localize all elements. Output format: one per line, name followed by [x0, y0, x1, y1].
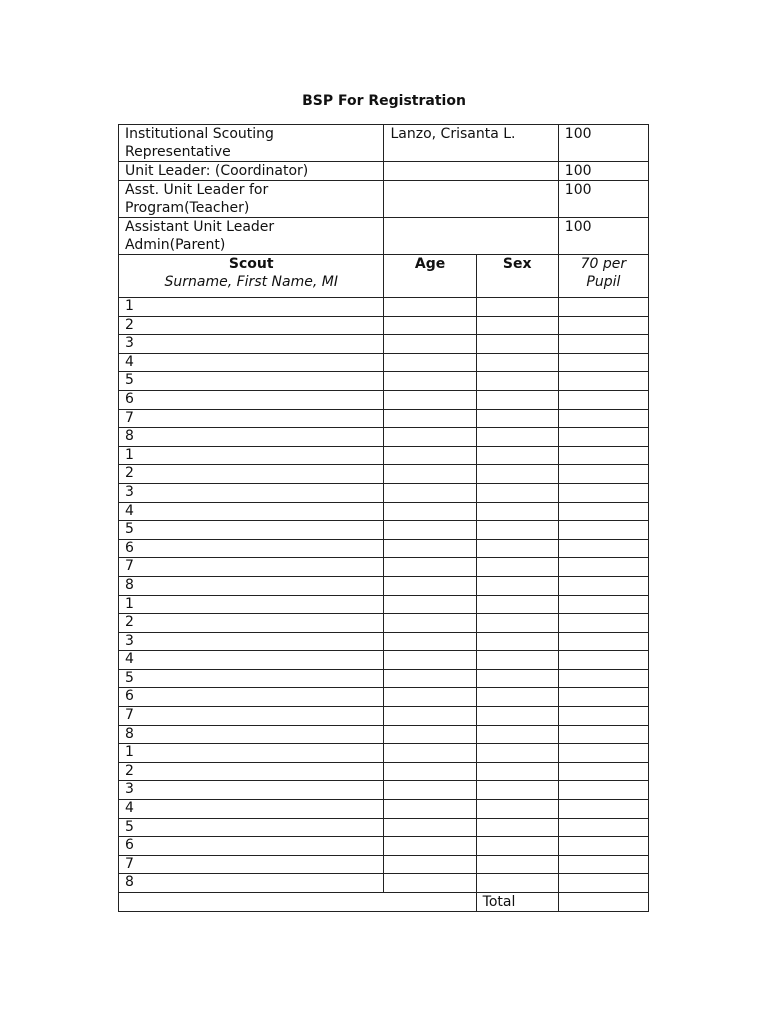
- scout-number-cell: 8: [119, 725, 384, 744]
- table-row: [119, 614, 649, 633]
- sex-cell[interactable]: [476, 614, 558, 633]
- leader-fee-cell: 100: [558, 181, 648, 218]
- table-row: [119, 298, 649, 317]
- fee-cell[interactable]: [558, 837, 648, 856]
- total-row: [119, 893, 649, 912]
- age-cell[interactable]: [384, 781, 476, 800]
- fee-cell[interactable]: [558, 428, 648, 447]
- fee-cell[interactable]: [558, 483, 648, 502]
- scout-number-cell: 3: [119, 632, 384, 651]
- scout-header-sublabel: Surname, First Name, MI: [164, 274, 338, 290]
- sex-cell[interactable]: [476, 372, 558, 391]
- fee-cell[interactable]: [558, 669, 648, 688]
- leader-name-cell[interactable]: Lanzo, Crisanta L.: [384, 125, 558, 162]
- sex-cell[interactable]: [476, 781, 558, 800]
- sex-column-header: Sex: [476, 255, 558, 298]
- age-cell[interactable]: [384, 744, 476, 763]
- age-cell[interactable]: [384, 837, 476, 856]
- fee-cell[interactable]: [558, 521, 648, 540]
- sex-cell[interactable]: [476, 818, 558, 837]
- leader-name-cell[interactable]: [384, 181, 558, 218]
- age-cell[interactable]: [384, 632, 476, 651]
- scout-number-cell: 2: [119, 316, 384, 335]
- scout-number-cell: 2: [119, 762, 384, 781]
- scout-number-cell: 1: [119, 595, 384, 614]
- sex-cell[interactable]: [476, 837, 558, 856]
- leader-fee-cell: 100: [558, 125, 648, 162]
- table-row: [119, 335, 649, 354]
- sex-cell[interactable]: [476, 744, 558, 763]
- fee-cell[interactable]: [558, 298, 648, 317]
- scout-number-cell: 6: [119, 688, 384, 707]
- fee-cell[interactable]: [558, 465, 648, 484]
- table-row: [119, 762, 649, 781]
- scout-number-cell: 6: [119, 837, 384, 856]
- leader-name-cell[interactable]: [384, 218, 558, 255]
- sex-cell[interactable]: [476, 483, 558, 502]
- sex-cell[interactable]: [476, 651, 558, 670]
- registration-table: [118, 124, 649, 912]
- scout-number-cell: 3: [119, 781, 384, 800]
- sex-cell[interactable]: [476, 298, 558, 317]
- table-row: [119, 576, 649, 595]
- leader-row-isr: [119, 125, 649, 162]
- age-cell[interactable]: [384, 595, 476, 614]
- leader-fee-cell: 100: [558, 162, 648, 181]
- scout-number-cell: 5: [119, 669, 384, 688]
- age-cell[interactable]: [384, 614, 476, 633]
- age-cell[interactable]: [384, 539, 476, 558]
- scout-number-cell: 5: [119, 372, 384, 391]
- fee-cell[interactable]: [558, 707, 648, 726]
- sex-cell[interactable]: [476, 390, 558, 409]
- fee-cell[interactable]: [558, 855, 648, 874]
- fee-cell[interactable]: [558, 576, 648, 595]
- scout-number-cell: 7: [119, 855, 384, 874]
- fee-cell[interactable]: [558, 409, 648, 428]
- sex-cell[interactable]: [476, 855, 558, 874]
- table-row: [119, 372, 649, 391]
- age-column-header: Age: [384, 255, 476, 298]
- scout-number-cell: 7: [119, 409, 384, 428]
- table-row: [119, 483, 649, 502]
- sex-cell[interactable]: [476, 521, 558, 540]
- fee-column-header: 70 per Pupil: [558, 255, 648, 298]
- fee-cell[interactable]: [558, 539, 648, 558]
- age-cell[interactable]: [384, 818, 476, 837]
- age-cell[interactable]: [384, 483, 476, 502]
- fee-cell[interactable]: [558, 781, 648, 800]
- age-cell[interactable]: [384, 521, 476, 540]
- age-cell[interactable]: [384, 688, 476, 707]
- sex-cell[interactable]: [476, 576, 558, 595]
- fee-cell[interactable]: [558, 688, 648, 707]
- table-row: [119, 390, 649, 409]
- scout-number-cell: 1: [119, 298, 384, 317]
- age-cell[interactable]: [384, 465, 476, 484]
- table-row: [119, 837, 649, 856]
- leader-row-unit-leader: [119, 162, 649, 181]
- age-cell[interactable]: [384, 335, 476, 354]
- fee-cell[interactable]: [558, 762, 648, 781]
- table-row: [119, 744, 649, 763]
- scout-number-cell: 8: [119, 874, 384, 893]
- sex-cell[interactable]: [476, 874, 558, 893]
- table-row: [119, 855, 649, 874]
- fee-cell[interactable]: [558, 651, 648, 670]
- age-cell[interactable]: [384, 725, 476, 744]
- scout-number-cell: 2: [119, 614, 384, 633]
- fee-cell[interactable]: [558, 595, 648, 614]
- fee-cell[interactable]: [558, 818, 648, 837]
- sex-cell[interactable]: [476, 428, 558, 447]
- leader-fee-cell: 100: [558, 218, 648, 255]
- age-cell[interactable]: [384, 372, 476, 391]
- age-cell[interactable]: [384, 651, 476, 670]
- total-label: Total: [476, 893, 558, 912]
- leader-role-cell: Institutional Scouting Representative: [119, 125, 384, 162]
- fee-cell[interactable]: [558, 725, 648, 744]
- scout-header-row: [119, 255, 649, 298]
- table-row: [119, 725, 649, 744]
- scout-number-cell: 5: [119, 521, 384, 540]
- age-cell[interactable]: [384, 446, 476, 465]
- fee-cell[interactable]: [558, 446, 648, 465]
- sex-cell[interactable]: [476, 465, 558, 484]
- table-row: [119, 595, 649, 614]
- fee-cell[interactable]: [558, 353, 648, 372]
- table-row: [119, 874, 649, 893]
- scout-number-cell: 3: [119, 335, 384, 354]
- age-cell[interactable]: [384, 502, 476, 521]
- table-row: [119, 539, 649, 558]
- sex-cell[interactable]: [476, 688, 558, 707]
- sex-cell[interactable]: [476, 762, 558, 781]
- sex-cell[interactable]: [476, 353, 558, 372]
- scout-number-cell: 4: [119, 353, 384, 372]
- table-row: [119, 632, 649, 651]
- fee-cell[interactable]: [558, 558, 648, 577]
- sex-cell[interactable]: [476, 446, 558, 465]
- sex-cell[interactable]: [476, 409, 558, 428]
- sex-cell[interactable]: [476, 335, 558, 354]
- scout-number-cell: 4: [119, 800, 384, 819]
- scout-number-cell: 7: [119, 558, 384, 577]
- fee-cell[interactable]: [558, 502, 648, 521]
- fee-cell[interactable]: [558, 335, 648, 354]
- sex-cell[interactable]: [476, 558, 558, 577]
- age-cell[interactable]: [384, 409, 476, 428]
- scout-number-cell: 6: [119, 539, 384, 558]
- scout-number-cell: 4: [119, 502, 384, 521]
- age-cell[interactable]: [384, 874, 476, 893]
- leader-row-asst-admin: [119, 218, 649, 255]
- scout-number-cell: 2: [119, 465, 384, 484]
- leader-row-asst-program: [119, 181, 649, 218]
- table-row: [119, 502, 649, 521]
- scout-number-cell: 1: [119, 744, 384, 763]
- scout-number-cell: 3: [119, 483, 384, 502]
- scout-number-cell: 7: [119, 707, 384, 726]
- fee-cell[interactable]: [558, 614, 648, 633]
- table-row: [119, 558, 649, 577]
- table-row: [119, 446, 649, 465]
- table-row: [119, 651, 649, 670]
- table-row: [119, 818, 649, 837]
- fee-cell[interactable]: [558, 874, 648, 893]
- sex-cell[interactable]: [476, 800, 558, 819]
- table-row: [119, 316, 649, 335]
- age-cell[interactable]: [384, 390, 476, 409]
- age-cell[interactable]: [384, 800, 476, 819]
- scout-number-cell: 8: [119, 576, 384, 595]
- fee-cell[interactable]: [558, 744, 648, 763]
- table-row: [119, 800, 649, 819]
- scout-header-label: Scout: [228, 256, 274, 272]
- age-cell[interactable]: [384, 316, 476, 335]
- age-cell[interactable]: [384, 428, 476, 447]
- table-row: [119, 521, 649, 540]
- fee-cell[interactable]: [558, 390, 648, 409]
- scout-number-cell: 4: [119, 651, 384, 670]
- age-cell[interactable]: [384, 669, 476, 688]
- age-cell[interactable]: [384, 707, 476, 726]
- scout-number-cell: 6: [119, 390, 384, 409]
- age-cell[interactable]: [384, 855, 476, 874]
- total-blank-cell: [119, 893, 477, 912]
- table-row: [119, 465, 649, 484]
- age-cell[interactable]: [384, 353, 476, 372]
- fee-cell[interactable]: [558, 800, 648, 819]
- table-row: [119, 428, 649, 447]
- table-row: [119, 707, 649, 726]
- sex-cell[interactable]: [476, 539, 558, 558]
- scout-number-cell: 1: [119, 446, 384, 465]
- scout-number-cell: 5: [119, 818, 384, 837]
- table-row: [119, 781, 649, 800]
- age-cell[interactable]: [384, 576, 476, 595]
- total-value[interactable]: [558, 893, 648, 912]
- leader-role-cell: Unit Leader: (Coordinator): [119, 162, 384, 181]
- page-title: BSP For Registration: [302, 93, 466, 109]
- sex-cell[interactable]: [476, 725, 558, 744]
- leader-name-cell[interactable]: [384, 162, 558, 181]
- sex-cell[interactable]: [476, 632, 558, 651]
- table-row: [119, 688, 649, 707]
- sex-cell[interactable]: [476, 595, 558, 614]
- sex-cell[interactable]: [476, 669, 558, 688]
- age-cell[interactable]: [384, 298, 476, 317]
- fee-cell[interactable]: [558, 632, 648, 651]
- leader-role-cell: Asst. Unit Leader for Program(Teacher): [119, 181, 384, 218]
- age-cell[interactable]: [384, 558, 476, 577]
- leader-role-cell: Assistant Unit Leader Admin(Parent): [119, 218, 384, 255]
- table-row: [119, 409, 649, 428]
- fee-cell[interactable]: [558, 316, 648, 335]
- sex-cell[interactable]: [476, 707, 558, 726]
- table-row: [119, 353, 649, 372]
- table-row: [119, 669, 649, 688]
- sex-cell[interactable]: [476, 502, 558, 521]
- sex-cell[interactable]: [476, 316, 558, 335]
- scout-number-cell: 8: [119, 428, 384, 447]
- fee-cell[interactable]: [558, 372, 648, 391]
- scout-column-header: [119, 255, 384, 298]
- age-cell[interactable]: [384, 762, 476, 781]
